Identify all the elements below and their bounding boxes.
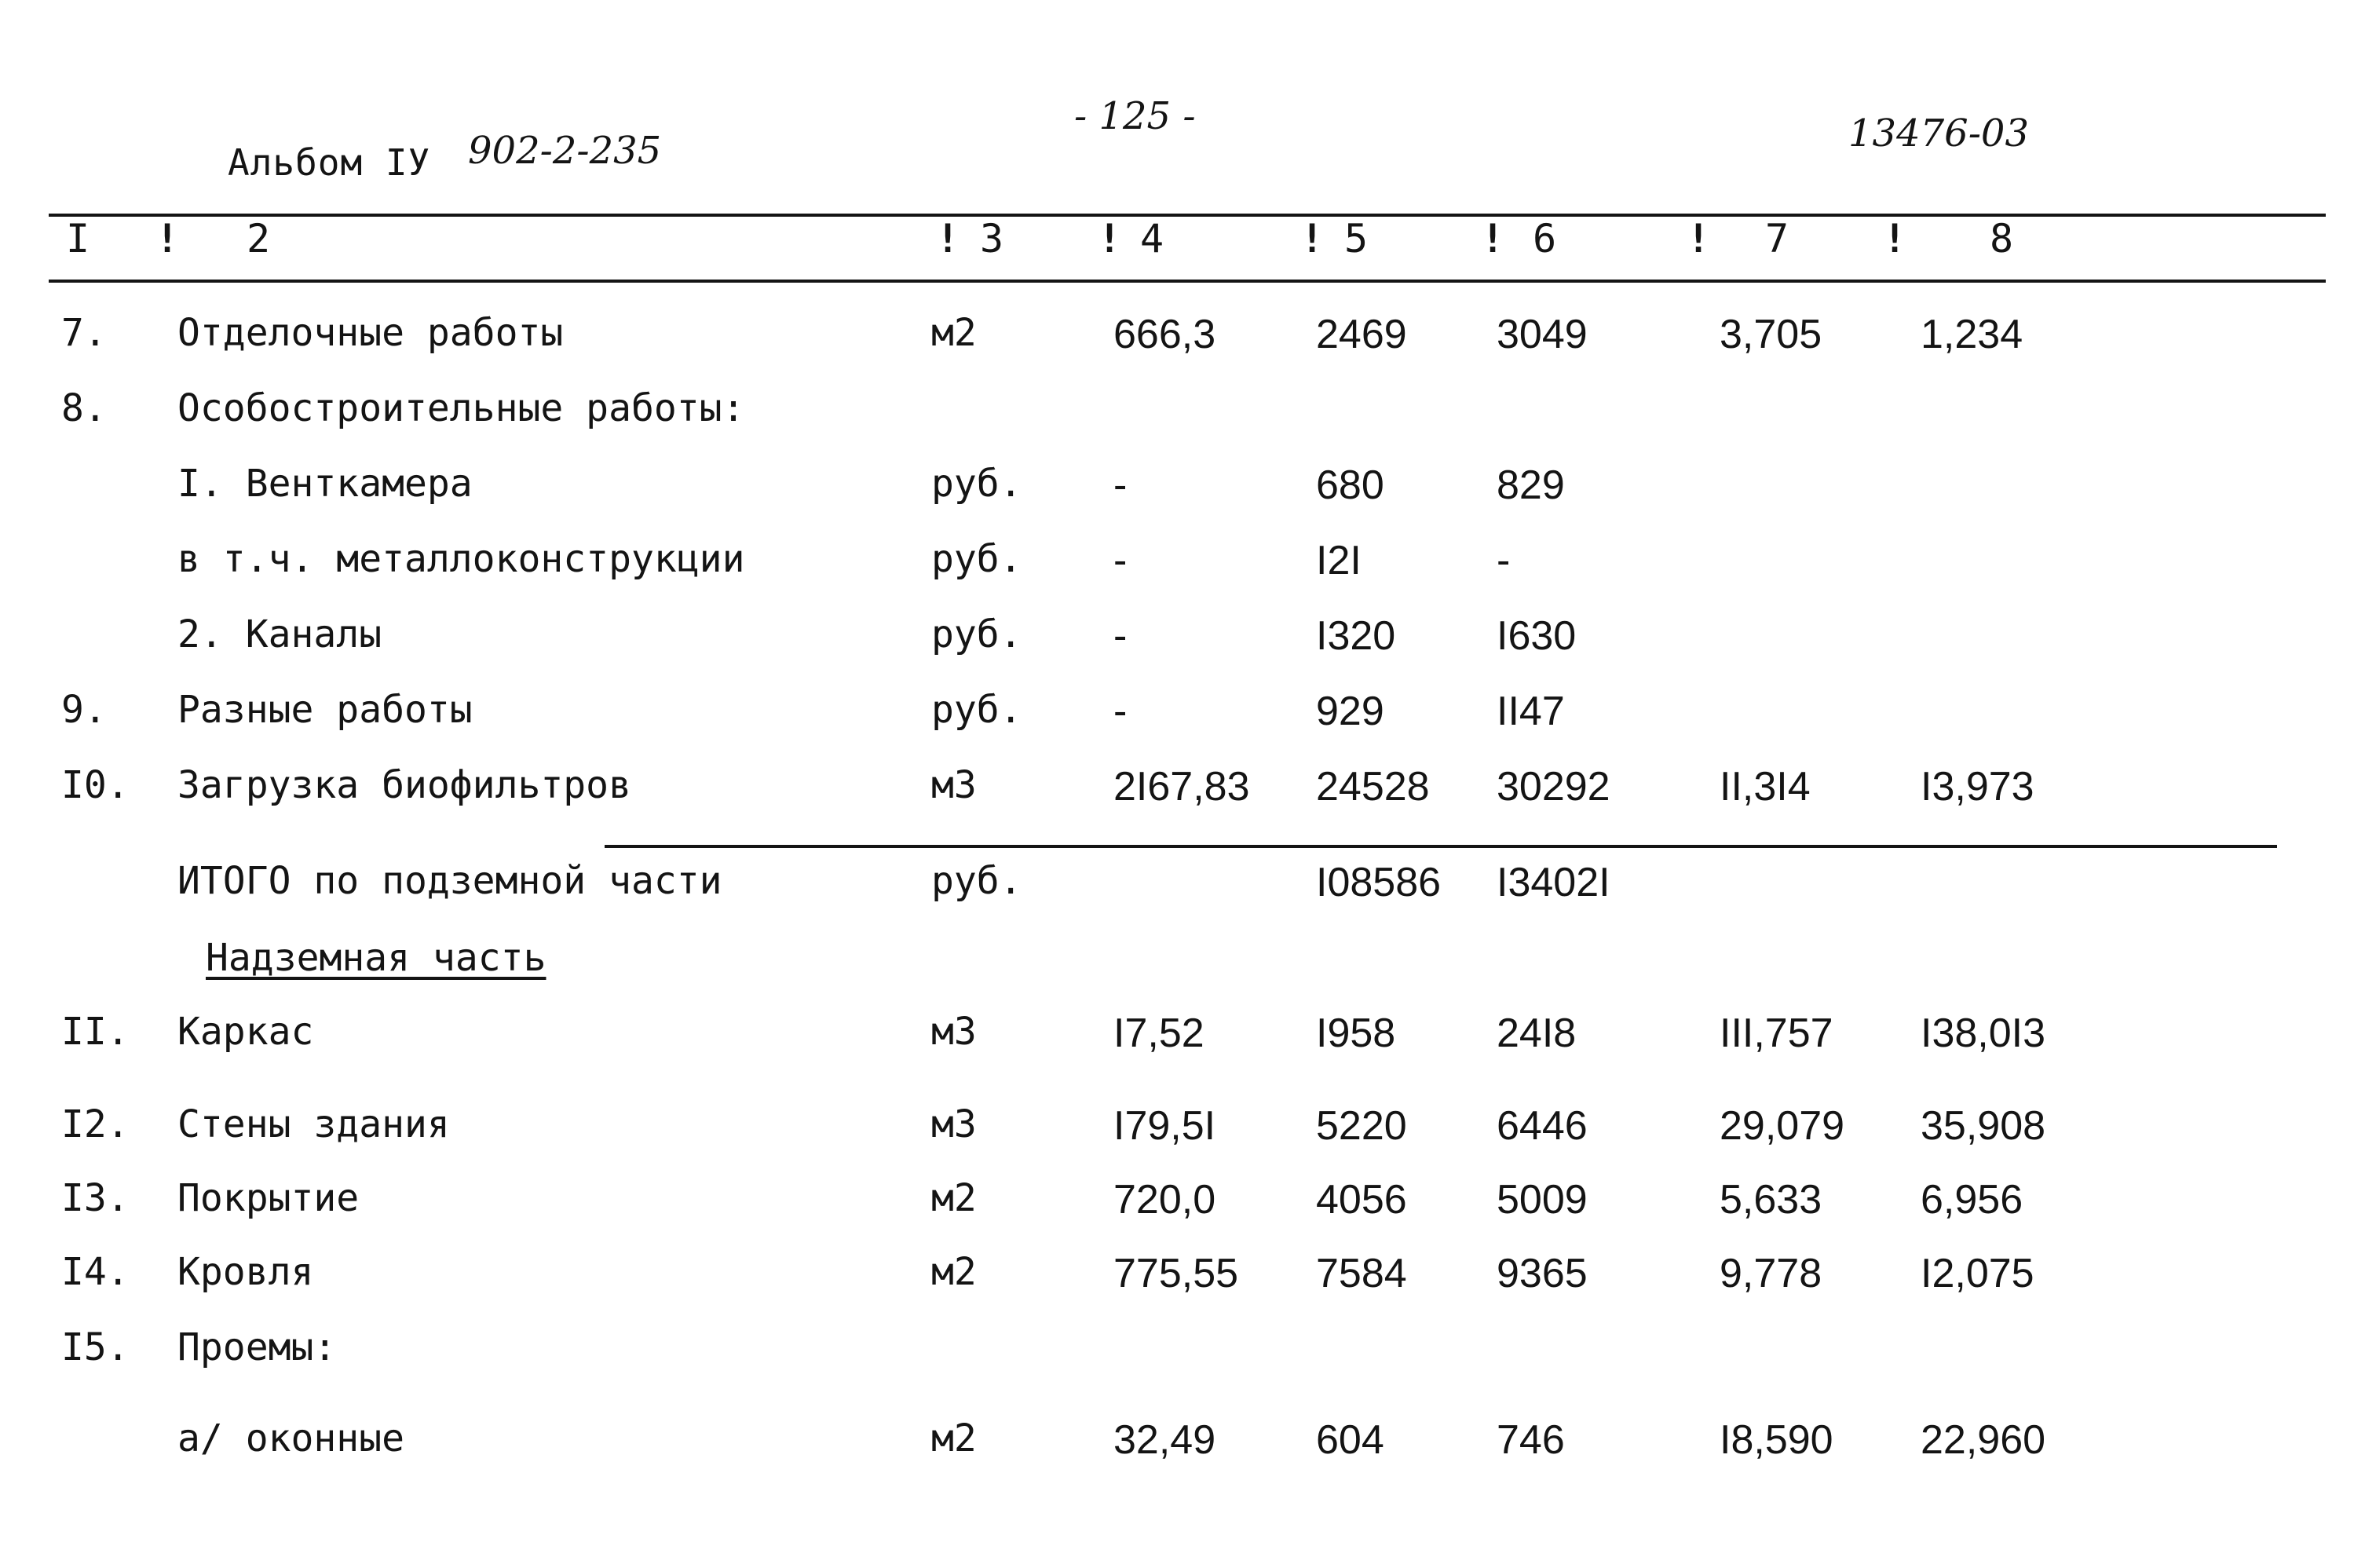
column-header-5: 5 — [1344, 216, 1369, 261]
row-value-6: 3049 — [1497, 312, 1588, 357]
row-number: I0. — [61, 763, 130, 807]
album-code: 902-2-235 — [468, 129, 662, 173]
section-title: Надземная часть — [206, 936, 546, 980]
table-row — [0, 688, 2365, 743]
table-row — [0, 386, 2365, 441]
row-number: 9. — [61, 688, 107, 732]
row-number: 7. — [61, 311, 107, 355]
total-row — [0, 859, 2365, 914]
row-value-6: II47 — [1497, 689, 1565, 734]
page-number: - 125 - — [1074, 94, 1196, 138]
column-separator: ! — [1481, 216, 1505, 261]
column-separator: ! — [155, 216, 180, 261]
row-name: Разные работы — [177, 688, 473, 732]
row-unit: руб. — [931, 537, 1022, 581]
total-label: ИТОГО по подземной части — [177, 859, 722, 903]
row-name: 2. Каналы — [177, 612, 382, 656]
table-row — [0, 1325, 2365, 1380]
row-value-8: 35,908 — [1921, 1103, 2046, 1149]
column-separator: ! — [1300, 216, 1325, 261]
row-value-7: 29,079 — [1720, 1103, 1845, 1149]
row-name: а/ оконные — [177, 1416, 404, 1460]
row-value-5: 929 — [1316, 689, 1384, 734]
row-value-5: 2469 — [1316, 312, 1407, 357]
row-number: I5. — [61, 1325, 130, 1369]
column-header-4: 4 — [1140, 216, 1164, 261]
column-separator: ! — [1883, 216, 1907, 261]
row-value-4: - — [1113, 538, 1128, 583]
row-value-5: I958 — [1316, 1011, 1396, 1056]
row-value-6: 24I8 — [1497, 1011, 1577, 1056]
row-value-5: 7584 — [1316, 1251, 1407, 1296]
row-value-6: 829 — [1497, 462, 1565, 508]
row-name: Проемы: — [177, 1325, 337, 1369]
column-separator: ! — [936, 216, 960, 261]
table-row — [0, 462, 2365, 517]
row-value-6: I630 — [1497, 613, 1577, 659]
section-heading — [0, 936, 2365, 991]
row-unit: руб. — [931, 612, 1022, 656]
total-unit: руб. — [931, 859, 1022, 903]
album-label: Альбом IУ — [228, 141, 431, 184]
column-separator: ! — [1098, 216, 1122, 261]
row-value-6: - — [1497, 538, 1511, 583]
table-row — [0, 763, 2365, 818]
row-name: Стены здания — [177, 1102, 450, 1146]
row-value-6: 6446 — [1497, 1103, 1588, 1149]
row-value-8: 22,960 — [1921, 1417, 2046, 1463]
row-value-6: 746 — [1497, 1417, 1565, 1463]
row-value-8: 6,956 — [1921, 1177, 2023, 1223]
table-row — [0, 537, 2365, 592]
table-row — [0, 1250, 2365, 1305]
row-value-8: I3,973 — [1921, 764, 2034, 810]
column-header-7: 7 — [1765, 216, 1789, 261]
row-unit: руб. — [931, 462, 1022, 506]
row-value-4: 32,49 — [1113, 1417, 1216, 1463]
row-value-5: 24528 — [1316, 764, 1430, 810]
row-number: I4. — [61, 1250, 130, 1294]
row-name: Покрытие — [177, 1176, 360, 1220]
row-value-6: 9365 — [1497, 1251, 1588, 1296]
row-name: Отделочные работы — [177, 311, 564, 355]
row-value-7: III,757 — [1720, 1011, 1833, 1056]
table-row — [0, 1102, 2365, 1157]
row-value-4: 720,0 — [1113, 1177, 1216, 1223]
row-value-4: I7,52 — [1113, 1011, 1204, 1056]
row-number: II. — [61, 1010, 130, 1054]
row-name: в т.ч. металлоконструкции — [177, 537, 745, 581]
table-row — [0, 311, 2365, 366]
row-name: Особостроительные работы: — [177, 386, 745, 430]
table-row — [0, 1416, 2365, 1471]
row-value-6: 5009 — [1497, 1177, 1588, 1223]
row-value-5: I320 — [1316, 613, 1396, 659]
row-value-8: I38,0I3 — [1921, 1011, 2046, 1056]
row-value-4: 775,55 — [1113, 1251, 1239, 1296]
row-unit: м3 — [931, 1010, 977, 1054]
row-value-5: 604 — [1316, 1417, 1384, 1463]
row-value-8: I2,075 — [1921, 1251, 2034, 1296]
total-rule — [605, 845, 2277, 848]
row-number: I2. — [61, 1102, 130, 1146]
row-value-4: 2I67,83 — [1113, 764, 1250, 810]
row-name: Кровля — [177, 1250, 314, 1294]
row-value-7: 9,778 — [1720, 1251, 1822, 1296]
column-header-3: 3 — [980, 216, 1004, 261]
row-value-5: 4056 — [1316, 1177, 1407, 1223]
table-top-rule — [49, 214, 2326, 217]
row-value-4: - — [1113, 689, 1128, 734]
row-unit: м3 — [931, 763, 977, 807]
row-value-5: 5220 — [1316, 1103, 1407, 1149]
row-number: I3. — [61, 1176, 130, 1220]
table-row — [0, 1176, 2365, 1231]
column-header-1: I — [66, 216, 90, 261]
row-unit: м2 — [931, 1416, 977, 1460]
row-unit: м3 — [931, 1102, 977, 1146]
column-header-2: 2 — [247, 216, 271, 261]
row-value-7: 5,633 — [1720, 1177, 1822, 1223]
table-row — [0, 612, 2365, 667]
row-name: Каркас — [177, 1010, 314, 1054]
document-code: 13476-03 — [1848, 111, 2029, 155]
row-value-5: 680 — [1316, 462, 1384, 508]
column-header-6: 6 — [1533, 216, 1557, 261]
row-unit: м2 — [931, 1250, 977, 1294]
row-value-7: II,3I4 — [1720, 764, 1811, 810]
row-value-4: - — [1113, 613, 1128, 659]
row-name: I. Венткамера — [177, 462, 473, 506]
row-number: 8. — [61, 386, 107, 430]
row-unit: м2 — [931, 311, 977, 355]
row-value-4: - — [1113, 462, 1128, 508]
row-unit: м2 — [931, 1176, 977, 1220]
column-header-8: 8 — [1990, 216, 2014, 261]
row-value-7: 3,705 — [1720, 312, 1822, 357]
column-separator: ! — [1687, 216, 1711, 261]
row-value-4: I79,5I — [1113, 1103, 1216, 1149]
row-value-8: 1,234 — [1921, 312, 2023, 357]
row-value-7: I8,590 — [1720, 1417, 1833, 1463]
total-value-5: I08586 — [1316, 860, 1442, 905]
table-header-bottom-rule — [49, 280, 2326, 283]
row-name: Загрузка биофильтров — [177, 763, 631, 807]
row-value-6: 30292 — [1497, 764, 1610, 810]
table-row — [0, 1010, 2365, 1065]
total-value-6: I3402I — [1497, 860, 1610, 905]
row-value-4: 666,3 — [1113, 312, 1216, 357]
row-unit: руб. — [931, 688, 1022, 732]
row-value-5: I2I — [1316, 538, 1362, 583]
